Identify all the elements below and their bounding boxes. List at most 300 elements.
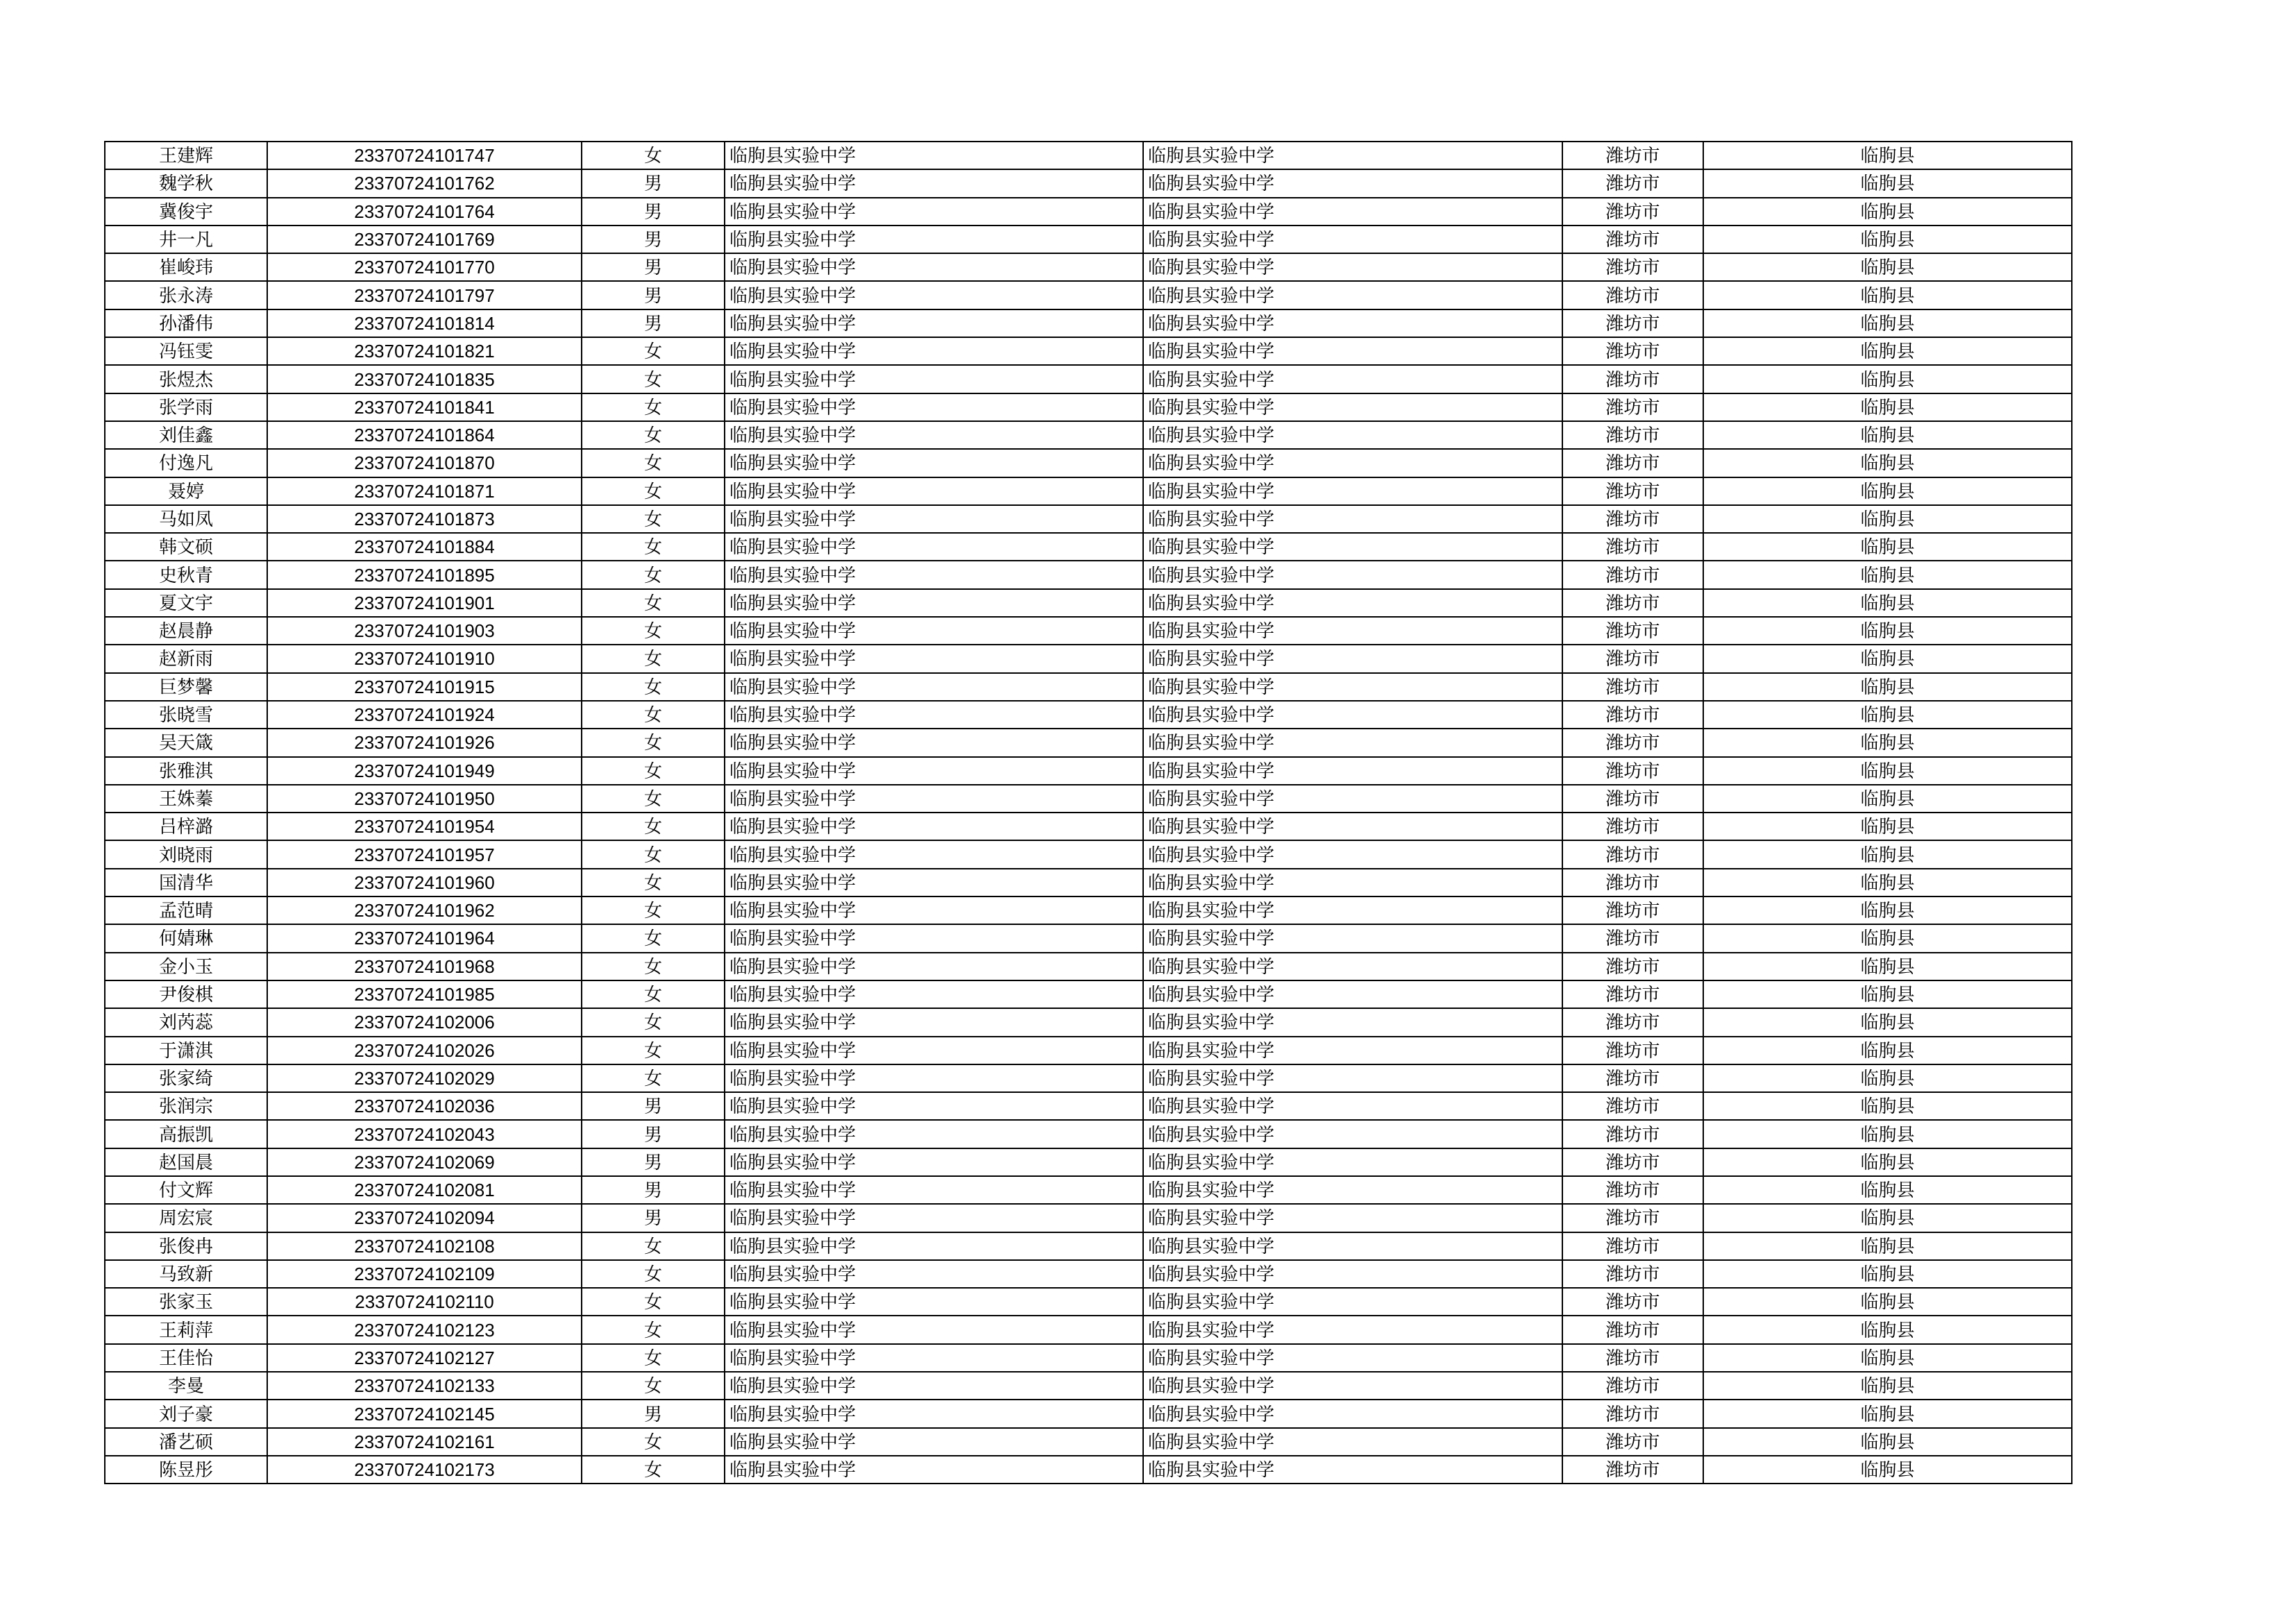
city-cell: 潍坊市 [1562,980,1703,1008]
student-name-cell: 夏文宇 [105,589,267,617]
student-name-cell: 王莉萍 [105,1316,267,1343]
school-cell: 临朐县实验中学 [725,169,1143,197]
student-name-cell: 井一凡 [105,226,267,253]
student-name-cell: 马致新 [105,1260,267,1288]
student-name-cell: 于潇淇 [105,1037,267,1064]
gender-cell: 男 [582,1120,725,1148]
table-row [105,281,2072,309]
admitted-school-cell: 临朐县实验中学 [1143,813,1562,840]
city-cell: 潍坊市 [1562,169,1703,197]
gender-cell: 女 [582,729,725,756]
admitted-school-cell: 临朐县实验中学 [1143,505,1562,533]
admitted-school-cell: 临朐县实验中学 [1143,198,1562,226]
county-cell: 临朐县 [1703,281,2072,309]
admitted-school-cell: 临朐县实验中学 [1143,869,1562,897]
exam-id-cell: 23370724102127 [267,1344,582,1372]
city-cell: 潍坊市 [1562,421,1703,449]
table-row [105,198,2072,226]
school-cell: 临朐县实验中学 [725,1372,1143,1400]
admitted-school-cell: 临朐县实验中学 [1143,253,1562,281]
county-cell: 临朐县 [1703,1260,2072,1288]
city-cell: 潍坊市 [1562,1456,1703,1484]
county-cell: 临朐县 [1703,477,2072,505]
table-row [105,309,2072,337]
city-cell: 潍坊市 [1562,1092,1703,1120]
admitted-school-cell: 临朐县实验中学 [1143,337,1562,365]
city-cell: 潍坊市 [1562,701,1703,729]
gender-cell: 男 [582,1092,725,1120]
school-cell: 临朐县实验中学 [725,1120,1143,1148]
student-name-cell: 张润宗 [105,1092,267,1120]
gender-cell: 女 [582,533,725,561]
gender-cell: 女 [582,1428,725,1456]
school-cell: 临朐县实验中学 [725,253,1143,281]
admitted-school-cell: 临朐县实验中学 [1143,645,1562,672]
table-row [105,226,2072,253]
admitted-school-cell: 临朐县实验中学 [1143,533,1562,561]
city-cell: 潍坊市 [1562,869,1703,897]
exam-id-cell: 23370724101964 [267,924,582,952]
exam-id-cell: 23370724101957 [267,840,582,868]
admitted-school-cell: 临朐县实验中学 [1143,673,1562,701]
city-cell: 潍坊市 [1562,1008,1703,1036]
county-cell: 临朐县 [1703,840,2072,868]
county-cell: 临朐县 [1703,449,2072,477]
school-cell: 临朐县实验中学 [725,1316,1143,1343]
county-cell: 临朐县 [1703,169,2072,197]
student-name-cell: 刘佳鑫 [105,421,267,449]
county-cell: 临朐县 [1703,953,2072,980]
county-cell: 临朐县 [1703,1092,2072,1120]
student-name-cell: 张雅淇 [105,757,267,785]
school-cell: 临朐县实验中学 [725,869,1143,897]
admitted-school-cell: 临朐县实验中学 [1143,281,1562,309]
county-cell: 临朐县 [1703,561,2072,588]
table-row [105,980,2072,1008]
exam-id-cell: 23370724102069 [267,1148,582,1176]
table-row [105,477,2072,505]
student-name-cell: 孙潘伟 [105,309,267,337]
city-cell: 潍坊市 [1562,953,1703,980]
table-row [105,1008,2072,1036]
gender-cell: 女 [582,1456,725,1484]
student-name-cell: 刘晓雨 [105,840,267,868]
student-name-cell: 张永涛 [105,281,267,309]
city-cell: 潍坊市 [1562,393,1703,421]
school-cell: 临朐县实验中学 [725,1176,1143,1204]
gender-cell: 女 [582,1288,725,1316]
school-cell: 临朐县实验中学 [725,673,1143,701]
table-row [105,840,2072,868]
admitted-school-cell: 临朐县实验中学 [1143,1232,1562,1260]
table-row [105,924,2072,952]
county-cell: 临朐县 [1703,1176,2072,1204]
gender-cell: 女 [582,924,725,952]
student-name-cell: 刘芮蕊 [105,1008,267,1036]
gender-cell: 女 [582,589,725,617]
student-name-cell: 魏学秋 [105,169,267,197]
city-cell: 潍坊市 [1562,1204,1703,1232]
student-name-cell: 聂婷 [105,477,267,505]
county-cell: 临朐县 [1703,365,2072,393]
exam-id-cell: 23370724102036 [267,1092,582,1120]
school-cell: 临朐县实验中学 [725,1400,1143,1427]
table-row [105,617,2072,645]
table-row [105,953,2072,980]
exam-id-cell: 23370724102043 [267,1120,582,1148]
city-cell: 潍坊市 [1562,813,1703,840]
school-cell: 临朐县实验中学 [725,365,1143,393]
school-cell: 临朐县实验中学 [725,142,1143,169]
county-cell: 临朐县 [1703,729,2072,756]
city-cell: 潍坊市 [1562,1120,1703,1148]
city-cell: 潍坊市 [1562,198,1703,226]
city-cell: 潍坊市 [1562,1400,1703,1427]
gender-cell: 女 [582,701,725,729]
county-cell: 临朐县 [1703,1232,2072,1260]
exam-id-cell: 23370724102081 [267,1176,582,1204]
county-cell: 临朐县 [1703,1288,2072,1316]
gender-cell: 男 [582,253,725,281]
exam-id-cell: 23370724101871 [267,477,582,505]
table-row [105,1456,2072,1484]
gender-cell: 女 [582,1260,725,1288]
table-row [105,1316,2072,1343]
admitted-school-cell: 临朐县实验中学 [1143,953,1562,980]
admitted-school-cell: 临朐县实验中学 [1143,729,1562,756]
exam-id-cell: 23370724101764 [267,198,582,226]
gender-cell: 女 [582,393,725,421]
school-cell: 临朐县实验中学 [725,1064,1143,1092]
student-name-cell: 冀俊宇 [105,198,267,226]
gender-cell: 男 [582,1176,725,1204]
gender-cell: 女 [582,980,725,1008]
city-cell: 潍坊市 [1562,1232,1703,1260]
city-cell: 潍坊市 [1562,561,1703,588]
city-cell: 潍坊市 [1562,309,1703,337]
school-cell: 临朐县实验中学 [725,226,1143,253]
exam-id-cell: 23370724102161 [267,1428,582,1456]
county-cell: 临朐县 [1703,813,2072,840]
school-cell: 临朐县实验中学 [725,813,1143,840]
admitted-school-cell: 临朐县实验中学 [1143,365,1562,393]
school-cell: 临朐县实验中学 [725,1232,1143,1260]
table-row [105,533,2072,561]
exam-id-cell: 23370724101797 [267,281,582,309]
city-cell: 潍坊市 [1562,1148,1703,1176]
county-cell: 临朐县 [1703,1064,2072,1092]
city-cell: 潍坊市 [1562,365,1703,393]
exam-id-cell: 23370724101962 [267,897,582,924]
student-name-cell: 潘艺硕 [105,1428,267,1456]
admitted-school-cell: 临朐县实验中学 [1143,561,1562,588]
school-cell: 临朐县实验中学 [725,1288,1143,1316]
county-cell: 临朐县 [1703,393,2072,421]
table-row [105,505,2072,533]
school-cell: 临朐县实验中学 [725,1428,1143,1456]
county-cell: 临朐县 [1703,1037,2072,1064]
admitted-school-cell: 临朐县实验中学 [1143,1288,1562,1316]
table-row [105,813,2072,840]
city-cell: 潍坊市 [1562,1288,1703,1316]
table-row [105,1260,2072,1288]
table-row [105,1344,2072,1372]
student-name-cell: 王佳怡 [105,1344,267,1372]
table-row [105,1176,2072,1204]
gender-cell: 女 [582,673,725,701]
table-row [105,421,2072,449]
gender-cell: 女 [582,421,725,449]
city-cell: 潍坊市 [1562,533,1703,561]
county-cell: 临朐县 [1703,226,2072,253]
school-cell: 临朐县实验中学 [725,337,1143,365]
student-name-cell: 付逸凡 [105,449,267,477]
exam-id-cell: 23370724101949 [267,757,582,785]
exam-id-cell: 23370724101864 [267,421,582,449]
gender-cell: 女 [582,1372,725,1400]
student-name-cell: 王建辉 [105,142,267,169]
table-row [105,337,2072,365]
gender-cell: 男 [582,198,725,226]
exam-id-cell: 23370724101915 [267,673,582,701]
admitted-school-cell: 临朐县实验中学 [1143,1344,1562,1372]
student-name-cell: 赵晨静 [105,617,267,645]
table-row [105,1037,2072,1064]
exam-id-cell: 23370724101950 [267,785,582,813]
exam-id-cell: 23370724102006 [267,1008,582,1036]
exam-id-cell: 23370724101835 [267,365,582,393]
student-name-cell: 国清华 [105,869,267,897]
county-cell: 临朐县 [1703,337,2072,365]
school-cell: 临朐县实验中学 [725,897,1143,924]
exam-id-cell: 23370724102123 [267,1316,582,1343]
admitted-school-cell: 临朐县实验中学 [1143,1176,1562,1204]
table-row [105,1204,2072,1232]
city-cell: 潍坊市 [1562,337,1703,365]
exam-id-cell: 23370724101926 [267,729,582,756]
table-row [105,1400,2072,1427]
student-roster-table [104,141,2073,1484]
gender-cell: 女 [582,869,725,897]
school-cell: 临朐县实验中学 [725,785,1143,813]
exam-id-cell: 23370724101841 [267,393,582,421]
table-row [105,869,2072,897]
exam-id-cell: 23370724101770 [267,253,582,281]
city-cell: 潍坊市 [1562,505,1703,533]
county-cell: 临朐县 [1703,617,2072,645]
city-cell: 潍坊市 [1562,1064,1703,1092]
gender-cell: 男 [582,281,725,309]
admitted-school-cell: 临朐县实验中学 [1143,1008,1562,1036]
school-cell: 临朐县实验中学 [725,449,1143,477]
city-cell: 潍坊市 [1562,1176,1703,1204]
admitted-school-cell: 临朐县实验中学 [1143,589,1562,617]
roster-body [105,142,2072,1484]
city-cell: 潍坊市 [1562,757,1703,785]
admitted-school-cell: 临朐县实验中学 [1143,1428,1562,1456]
exam-id-cell: 23370724101769 [267,226,582,253]
gender-cell: 女 [582,561,725,588]
admitted-school-cell: 临朐县实验中学 [1143,980,1562,1008]
county-cell: 临朐县 [1703,1428,2072,1456]
school-cell: 临朐县实验中学 [725,729,1143,756]
county-cell: 临朐县 [1703,1204,2072,1232]
table-row [105,645,2072,672]
exam-id-cell: 23370724102029 [267,1064,582,1092]
admitted-school-cell: 临朐县实验中学 [1143,1037,1562,1064]
gender-cell: 女 [582,953,725,980]
gender-cell: 女 [582,1064,725,1092]
gender-cell: 女 [582,1232,725,1260]
table-row [105,1372,2072,1400]
city-cell: 潍坊市 [1562,1372,1703,1400]
exam-id-cell: 23370724101910 [267,645,582,672]
county-cell: 临朐县 [1703,1372,2072,1400]
table-row [105,1064,2072,1092]
city-cell: 潍坊市 [1562,449,1703,477]
city-cell: 潍坊市 [1562,226,1703,253]
gender-cell: 女 [582,1344,725,1372]
table-row [105,169,2072,197]
student-name-cell: 赵国晨 [105,1148,267,1176]
admitted-school-cell: 临朐县实验中学 [1143,1260,1562,1288]
table-row [105,785,2072,813]
school-cell: 临朐县实验中学 [725,1092,1143,1120]
admitted-school-cell: 临朐县实验中学 [1143,1316,1562,1343]
county-cell: 临朐县 [1703,1344,2072,1372]
student-name-cell: 尹俊棋 [105,980,267,1008]
school-cell: 临朐县实验中学 [725,533,1143,561]
city-cell: 潍坊市 [1562,897,1703,924]
gender-cell: 男 [582,169,725,197]
gender-cell: 男 [582,1204,725,1232]
student-name-cell: 李曼 [105,1372,267,1400]
county-cell: 临朐县 [1703,980,2072,1008]
table-row [105,253,2072,281]
admitted-school-cell: 临朐县实验中学 [1143,1120,1562,1148]
county-cell: 临朐县 [1703,924,2072,952]
city-cell: 潍坊市 [1562,281,1703,309]
exam-id-cell: 23370724101873 [267,505,582,533]
student-name-cell: 陈昱彤 [105,1456,267,1484]
student-name-cell: 张家绮 [105,1064,267,1092]
school-cell: 临朐县实验中学 [725,701,1143,729]
admitted-school-cell: 临朐县实验中学 [1143,226,1562,253]
gender-cell: 女 [582,337,725,365]
admitted-school-cell: 临朐县实验中学 [1143,1092,1562,1120]
school-cell: 临朐县实验中学 [725,980,1143,1008]
student-name-cell: 张学雨 [105,393,267,421]
county-cell: 临朐县 [1703,1008,2072,1036]
student-name-cell: 张家玉 [105,1288,267,1316]
student-name-cell: 王姝蓁 [105,785,267,813]
student-name-cell: 史秋青 [105,561,267,588]
school-cell: 临朐县实验中学 [725,645,1143,672]
county-cell: 临朐县 [1703,785,2072,813]
gender-cell: 女 [582,1037,725,1064]
school-cell: 临朐县实验中学 [725,757,1143,785]
gender-cell: 女 [582,365,725,393]
city-cell: 潍坊市 [1562,589,1703,617]
county-cell: 临朐县 [1703,1400,2072,1427]
student-name-cell: 张俊冉 [105,1232,267,1260]
gender-cell: 女 [582,757,725,785]
county-cell: 临朐县 [1703,505,2072,533]
gender-cell: 女 [582,897,725,924]
table-row [105,729,2072,756]
student-name-cell: 何婧琳 [105,924,267,952]
admitted-school-cell: 临朐县实验中学 [1143,924,1562,952]
table-row [105,1232,2072,1260]
city-cell: 潍坊市 [1562,785,1703,813]
admitted-school-cell: 临朐县实验中学 [1143,897,1562,924]
table-row [105,589,2072,617]
student-name-cell: 付文辉 [105,1176,267,1204]
county-cell: 临朐县 [1703,309,2072,337]
city-cell: 潍坊市 [1562,924,1703,952]
city-cell: 潍坊市 [1562,617,1703,645]
exam-id-cell: 23370724101814 [267,309,582,337]
city-cell: 潍坊市 [1562,729,1703,756]
student-name-cell: 刘子豪 [105,1400,267,1427]
gender-cell: 女 [582,1008,725,1036]
exam-id-cell: 23370724101968 [267,953,582,980]
admitted-school-cell: 临朐县实验中学 [1143,309,1562,337]
student-name-cell: 孟范晴 [105,897,267,924]
county-cell: 临朐县 [1703,869,2072,897]
table-row [105,701,2072,729]
county-cell: 临朐县 [1703,421,2072,449]
table-row [105,1148,2072,1176]
city-cell: 潍坊市 [1562,1037,1703,1064]
county-cell: 临朐县 [1703,645,2072,672]
city-cell: 潍坊市 [1562,1260,1703,1288]
gender-cell: 男 [582,1148,725,1176]
admitted-school-cell: 临朐县实验中学 [1143,617,1562,645]
county-cell: 临朐县 [1703,533,2072,561]
gender-cell: 女 [582,449,725,477]
school-cell: 临朐县实验中学 [725,1260,1143,1288]
admitted-school-cell: 临朐县实验中学 [1143,785,1562,813]
city-cell: 潍坊市 [1562,840,1703,868]
school-cell: 临朐县实验中学 [725,1148,1143,1176]
gender-cell: 男 [582,309,725,337]
exam-id-cell: 23370724102026 [267,1037,582,1064]
exam-id-cell: 23370724101901 [267,589,582,617]
gender-cell: 女 [582,840,725,868]
city-cell: 潍坊市 [1562,477,1703,505]
exam-id-cell: 23370724102110 [267,1288,582,1316]
admitted-school-cell: 临朐县实验中学 [1143,421,1562,449]
school-cell: 临朐县实验中学 [725,924,1143,952]
school-cell: 临朐县实验中学 [725,1204,1143,1232]
school-cell: 临朐县实验中学 [725,198,1143,226]
gender-cell: 女 [582,505,725,533]
county-cell: 临朐县 [1703,1120,2072,1148]
exam-id-cell: 23370724102145 [267,1400,582,1427]
exam-id-cell: 23370724102108 [267,1232,582,1260]
table-row [105,1120,2072,1148]
admitted-school-cell: 临朐县实验中学 [1143,169,1562,197]
county-cell: 临朐县 [1703,198,2072,226]
admitted-school-cell: 临朐县实验中学 [1143,1400,1562,1427]
student-name-cell: 周宏宸 [105,1204,267,1232]
student-name-cell: 崔峻玮 [105,253,267,281]
exam-id-cell: 23370724102133 [267,1372,582,1400]
exam-id-cell: 23370724102173 [267,1456,582,1484]
exam-id-cell: 23370724101747 [267,142,582,169]
exam-id-cell: 23370724102094 [267,1204,582,1232]
